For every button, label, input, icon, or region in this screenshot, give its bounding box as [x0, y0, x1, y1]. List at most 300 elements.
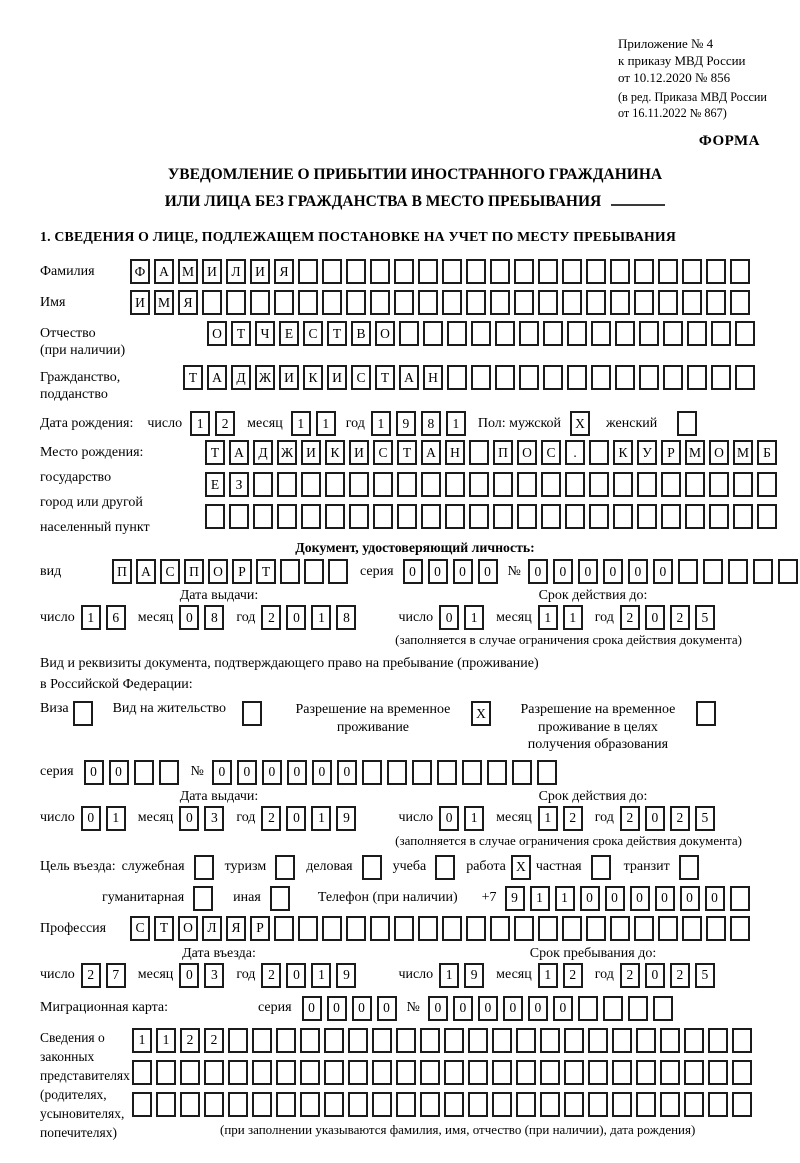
birthplace-char-cell[interactable]: [637, 472, 657, 497]
migcard-number-cell[interactable]: [578, 996, 598, 1021]
birthplace-char-cell[interactable]: И: [301, 440, 321, 465]
profession-char-cell[interactable]: Т: [154, 916, 174, 941]
iddoc-number-cell[interactable]: 0: [653, 559, 673, 584]
guardians-char-cell[interactable]: [708, 1060, 728, 1085]
guardians-char-cell[interactable]: [276, 1028, 296, 1053]
iddoc-number-cell[interactable]: 0: [553, 559, 573, 584]
date-cell[interactable]: 0: [179, 806, 199, 831]
iddoc-kind-cell[interactable]: П: [184, 559, 204, 584]
migcard-number-cell[interactable]: 0: [478, 996, 498, 1021]
citizenship-char-cell[interactable]: И: [327, 365, 347, 390]
profession-char-cell[interactable]: Л: [202, 916, 222, 941]
iddoc-number-cell[interactable]: [778, 559, 798, 584]
citizenship-char-cell[interactable]: [591, 365, 611, 390]
guardians-char-cell[interactable]: [636, 1028, 656, 1053]
iddoc-kind-cell[interactable]: П: [112, 559, 132, 584]
patronymic-char-cell[interactable]: [399, 321, 419, 346]
name-char-cell[interactable]: [274, 290, 294, 315]
date-cell[interactable]: 2: [563, 806, 583, 831]
name-char-cell[interactable]: Я: [178, 290, 198, 315]
guardians-char-cell[interactable]: [636, 1092, 656, 1117]
surname-char-cell[interactable]: И: [250, 259, 270, 284]
birth-year-cell[interactable]: 9: [396, 411, 416, 436]
iddoc-kind-cell[interactable]: О: [208, 559, 228, 584]
date-cell[interactable]: 2: [670, 806, 690, 831]
birthplace-char-cell[interactable]: У: [637, 440, 657, 465]
citizenship-char-cell[interactable]: [567, 365, 587, 390]
profession-char-cell[interactable]: [586, 916, 606, 941]
surname-char-cell[interactable]: [370, 259, 390, 284]
birthplace-char-cell[interactable]: М: [685, 440, 705, 465]
iddoc-series-cell[interactable]: 0: [478, 559, 498, 584]
surname-char-cell[interactable]: [466, 259, 486, 284]
guardians-char-cell[interactable]: [492, 1060, 512, 1085]
guardians-char-cell[interactable]: [444, 1028, 464, 1053]
guardians-char-cell[interactable]: [540, 1092, 560, 1117]
birthplace-char-cell[interactable]: [733, 472, 753, 497]
birthplace-char-cell[interactable]: [661, 472, 681, 497]
citizenship-char-cell[interactable]: [495, 365, 515, 390]
staydoc-number-cell[interactable]: 0: [287, 760, 307, 785]
patronymic-char-cell[interactable]: Ч: [255, 321, 275, 346]
name-char-cell[interactable]: [706, 290, 726, 315]
migcard-number-cell[interactable]: 0: [428, 996, 448, 1021]
guardians-char-cell[interactable]: [684, 1092, 704, 1117]
staydoc-series-cell[interactable]: [134, 760, 154, 785]
guardians-char-cell[interactable]: [132, 1060, 152, 1085]
guardians-char-cell[interactable]: [276, 1060, 296, 1085]
guardians-char-cell[interactable]: [516, 1092, 536, 1117]
birthplace-char-cell[interactable]: [277, 504, 297, 529]
birthplace-char-cell[interactable]: [685, 504, 705, 529]
iddoc-series-cell[interactable]: 0: [403, 559, 423, 584]
citizenship-char-cell[interactable]: Т: [375, 365, 395, 390]
profession-char-cell[interactable]: [658, 916, 678, 941]
surname-char-cell[interactable]: [706, 259, 726, 284]
birthplace-char-cell[interactable]: [541, 472, 561, 497]
profession-char-cell[interactable]: [394, 916, 414, 941]
purpose-checkbox-cell[interactable]: X: [511, 855, 531, 880]
surname-char-cell[interactable]: [562, 259, 582, 284]
date-cell[interactable]: 2: [670, 963, 690, 988]
birthplace-char-cell[interactable]: С: [373, 440, 393, 465]
guardians-char-cell[interactable]: [468, 1092, 488, 1117]
guardians-char-cell[interactable]: [228, 1060, 248, 1085]
profession-char-cell[interactable]: [730, 916, 750, 941]
guardians-char-cell[interactable]: [468, 1028, 488, 1053]
date-cell[interactable]: 3: [204, 806, 224, 831]
birthplace-char-cell[interactable]: К: [325, 440, 345, 465]
phone-digit-cell[interactable]: 1: [555, 886, 575, 911]
surname-char-cell[interactable]: [730, 259, 750, 284]
date-cell[interactable]: 0: [286, 806, 306, 831]
guardians-char-cell[interactable]: [252, 1060, 272, 1085]
patronymic-char-cell[interactable]: [687, 321, 707, 346]
date-cell[interactable]: 5: [695, 806, 715, 831]
visa-checkbox-cell[interactable]: [73, 701, 93, 726]
guardians-char-cell[interactable]: [564, 1028, 584, 1053]
purpose-checkbox-cell[interactable]: [362, 855, 382, 880]
birthplace-char-cell[interactable]: А: [229, 440, 249, 465]
birthplace-char-cell[interactable]: [709, 472, 729, 497]
guardians-char-cell[interactable]: [348, 1060, 368, 1085]
phone-digit-cell[interactable]: 0: [605, 886, 625, 911]
citizenship-char-cell[interactable]: С: [351, 365, 371, 390]
birthplace-char-cell[interactable]: [589, 440, 609, 465]
date-cell[interactable]: 9: [464, 963, 484, 988]
surname-char-cell[interactable]: А: [154, 259, 174, 284]
name-char-cell[interactable]: [370, 290, 390, 315]
guardians-char-cell[interactable]: [612, 1092, 632, 1117]
iddoc-kind-cell[interactable]: [304, 559, 324, 584]
date-cell[interactable]: 1: [538, 605, 558, 630]
profession-char-cell[interactable]: [298, 916, 318, 941]
date-cell[interactable]: 1: [464, 806, 484, 831]
guardians-char-cell[interactable]: [324, 1028, 344, 1053]
citizenship-char-cell[interactable]: [471, 365, 491, 390]
surname-char-cell[interactable]: Я: [274, 259, 294, 284]
date-cell[interactable]: 0: [645, 963, 665, 988]
guardians-char-cell[interactable]: [588, 1092, 608, 1117]
guardians-char-cell[interactable]: [732, 1092, 752, 1117]
guardians-char-cell[interactable]: 1: [156, 1028, 176, 1053]
guardians-char-cell[interactable]: [372, 1092, 392, 1117]
phone-digit-cell[interactable]: 0: [655, 886, 675, 911]
guardians-char-cell[interactable]: [444, 1092, 464, 1117]
iddoc-number-cell[interactable]: 0: [603, 559, 623, 584]
birthplace-char-cell[interactable]: [661, 504, 681, 529]
guardians-char-cell[interactable]: [492, 1028, 512, 1053]
birthplace-char-cell[interactable]: Ж: [277, 440, 297, 465]
birthplace-char-cell[interactable]: [517, 472, 537, 497]
patronymic-char-cell[interactable]: С: [303, 321, 323, 346]
profession-char-cell[interactable]: [490, 916, 510, 941]
citizenship-char-cell[interactable]: А: [399, 365, 419, 390]
guardians-char-cell[interactable]: [372, 1060, 392, 1085]
citizenship-char-cell[interactable]: [519, 365, 539, 390]
date-cell[interactable]: 1: [538, 963, 558, 988]
guardians-char-cell[interactable]: [684, 1060, 704, 1085]
migcard-number-cell[interactable]: 0: [453, 996, 473, 1021]
date-cell[interactable]: 2: [261, 605, 281, 630]
guardians-char-cell[interactable]: [468, 1060, 488, 1085]
guardians-char-cell[interactable]: [612, 1060, 632, 1085]
guardians-char-cell[interactable]: [660, 1092, 680, 1117]
staydoc-series-cell[interactable]: 0: [109, 760, 129, 785]
birthplace-char-cell[interactable]: Е: [205, 472, 225, 497]
birthplace-char-cell[interactable]: [469, 472, 489, 497]
name-char-cell[interactable]: [730, 290, 750, 315]
date-cell[interactable]: 0: [645, 605, 665, 630]
birthplace-char-cell[interactable]: Н: [445, 440, 465, 465]
citizenship-char-cell[interactable]: [639, 365, 659, 390]
guardians-char-cell[interactable]: [684, 1028, 704, 1053]
birthplace-char-cell[interactable]: [493, 504, 513, 529]
birthplace-char-cell[interactable]: [277, 472, 297, 497]
name-char-cell[interactable]: [418, 290, 438, 315]
temp-residence-checkbox-cell[interactable]: X: [471, 701, 491, 726]
name-char-cell[interactable]: [562, 290, 582, 315]
surname-char-cell[interactable]: [514, 259, 534, 284]
birthplace-char-cell[interactable]: [301, 472, 321, 497]
staydoc-number-cell[interactable]: [362, 760, 382, 785]
patronymic-char-cell[interactable]: [711, 321, 731, 346]
patronymic-char-cell[interactable]: [495, 321, 515, 346]
citizenship-char-cell[interactable]: К: [303, 365, 323, 390]
profession-char-cell[interactable]: С: [130, 916, 150, 941]
guardians-char-cell[interactable]: 2: [180, 1028, 200, 1053]
surname-char-cell[interactable]: [682, 259, 702, 284]
profession-char-cell[interactable]: [466, 916, 486, 941]
surname-char-cell[interactable]: [490, 259, 510, 284]
date-cell[interactable]: 1: [311, 806, 331, 831]
name-char-cell[interactable]: [490, 290, 510, 315]
guardians-char-cell[interactable]: [300, 1092, 320, 1117]
birthplace-char-cell[interactable]: Д: [253, 440, 273, 465]
date-cell[interactable]: 1: [439, 963, 459, 988]
guardians-char-cell[interactable]: [612, 1028, 632, 1053]
citizenship-char-cell[interactable]: [711, 365, 731, 390]
citizenship-char-cell[interactable]: Ж: [255, 365, 275, 390]
date-cell[interactable]: 0: [286, 605, 306, 630]
date-cell[interactable]: 1: [311, 605, 331, 630]
birthplace-char-cell[interactable]: [421, 472, 441, 497]
guardians-char-cell[interactable]: [180, 1060, 200, 1085]
birthplace-char-cell[interactable]: [397, 504, 417, 529]
surname-char-cell[interactable]: [298, 259, 318, 284]
birthplace-char-cell[interactable]: Т: [397, 440, 417, 465]
birthplace-char-cell[interactable]: Р: [661, 440, 681, 465]
guardians-char-cell[interactable]: [276, 1092, 296, 1117]
iddoc-number-cell[interactable]: 0: [628, 559, 648, 584]
date-cell[interactable]: 2: [261, 806, 281, 831]
guardians-char-cell[interactable]: [444, 1060, 464, 1085]
profession-char-cell[interactable]: Р: [250, 916, 270, 941]
guardians-char-cell[interactable]: [420, 1028, 440, 1053]
citizenship-char-cell[interactable]: [687, 365, 707, 390]
citizenship-char-cell[interactable]: Н: [423, 365, 443, 390]
birthplace-char-cell[interactable]: [229, 504, 249, 529]
iddoc-kind-cell[interactable]: [280, 559, 300, 584]
guardians-char-cell[interactable]: [228, 1092, 248, 1117]
guardians-char-cell[interactable]: [420, 1060, 440, 1085]
staydoc-number-cell[interactable]: [412, 760, 432, 785]
name-char-cell[interactable]: [202, 290, 222, 315]
guardians-char-cell[interactable]: [708, 1028, 728, 1053]
patronymic-char-cell[interactable]: [447, 321, 467, 346]
profession-char-cell[interactable]: [706, 916, 726, 941]
profession-char-cell[interactable]: О: [178, 916, 198, 941]
birthplace-char-cell[interactable]: [373, 472, 393, 497]
date-cell[interactable]: 0: [179, 963, 199, 988]
patronymic-char-cell[interactable]: [543, 321, 563, 346]
date-cell[interactable]: 3: [204, 963, 224, 988]
migcard-series-cell[interactable]: 0: [302, 996, 322, 1021]
guardians-char-cell[interactable]: [372, 1028, 392, 1053]
birthplace-char-cell[interactable]: И: [349, 440, 369, 465]
date-cell[interactable]: 2: [620, 963, 640, 988]
guardians-char-cell[interactable]: [252, 1092, 272, 1117]
birthplace-char-cell[interactable]: С: [541, 440, 561, 465]
birthplace-char-cell[interactable]: [613, 472, 633, 497]
date-cell[interactable]: 2: [670, 605, 690, 630]
guardians-char-cell[interactable]: [348, 1092, 368, 1117]
phone-digit-cell[interactable]: [730, 886, 750, 911]
guardians-char-cell[interactable]: [660, 1028, 680, 1053]
iddoc-kind-cell[interactable]: А: [136, 559, 156, 584]
edu-residence-checkbox-cell[interactable]: [696, 701, 716, 726]
migcard-number-cell[interactable]: 0: [553, 996, 573, 1021]
date-cell[interactable]: 1: [81, 605, 101, 630]
date-cell[interactable]: 0: [645, 806, 665, 831]
guardians-char-cell[interactable]: [300, 1060, 320, 1085]
date-cell[interactable]: 9: [336, 806, 356, 831]
purpose-checkbox-cell[interactable]: [435, 855, 455, 880]
surname-char-cell[interactable]: М: [178, 259, 198, 284]
name-char-cell[interactable]: М: [154, 290, 174, 315]
birth-year-cell[interactable]: 1: [371, 411, 391, 436]
date-cell[interactable]: 5: [695, 963, 715, 988]
birthplace-char-cell[interactable]: [709, 504, 729, 529]
date-cell[interactable]: 1: [311, 963, 331, 988]
iddoc-kind-cell[interactable]: Т: [256, 559, 276, 584]
staydoc-number-cell[interactable]: [462, 760, 482, 785]
guardians-char-cell[interactable]: [228, 1028, 248, 1053]
purpose-checkbox-cell[interactable]: [679, 855, 699, 880]
migcard-series-cell[interactable]: 0: [377, 996, 397, 1021]
iddoc-series-cell[interactable]: 0: [428, 559, 448, 584]
birthplace-char-cell[interactable]: [613, 504, 633, 529]
patronymic-char-cell[interactable]: [615, 321, 635, 346]
profession-char-cell[interactable]: [610, 916, 630, 941]
birthplace-char-cell[interactable]: .: [565, 440, 585, 465]
profession-char-cell[interactable]: [418, 916, 438, 941]
birthplace-char-cell[interactable]: [565, 504, 585, 529]
date-cell[interactable]: 0: [81, 806, 101, 831]
iddoc-number-cell[interactable]: [703, 559, 723, 584]
name-char-cell[interactable]: [586, 290, 606, 315]
name-char-cell[interactable]: [346, 290, 366, 315]
birthplace-char-cell[interactable]: [757, 472, 777, 497]
iddoc-number-cell[interactable]: [753, 559, 773, 584]
patronymic-char-cell[interactable]: Т: [327, 321, 347, 346]
birth-month-cell[interactable]: 1: [291, 411, 311, 436]
staydoc-number-cell[interactable]: 0: [337, 760, 357, 785]
guardians-char-cell[interactable]: [132, 1092, 152, 1117]
iddoc-kind-cell[interactable]: С: [160, 559, 180, 584]
name-char-cell[interactable]: [682, 290, 702, 315]
birthplace-char-cell[interactable]: [493, 472, 513, 497]
iddoc-number-cell[interactable]: [728, 559, 748, 584]
patronymic-char-cell[interactable]: [519, 321, 539, 346]
phone-digit-cell[interactable]: 1: [530, 886, 550, 911]
date-cell[interactable]: 0: [179, 605, 199, 630]
iddoc-series-cell[interactable]: 0: [453, 559, 473, 584]
guardians-char-cell[interactable]: [204, 1092, 224, 1117]
name-char-cell[interactable]: [298, 290, 318, 315]
patronymic-char-cell[interactable]: О: [207, 321, 227, 346]
purpose-checkbox-cell[interactable]: [194, 855, 214, 880]
birthplace-char-cell[interactable]: [445, 472, 465, 497]
purpose-checkbox-cell[interactable]: [270, 886, 290, 911]
birthplace-char-cell[interactable]: О: [709, 440, 729, 465]
staydoc-number-cell[interactable]: 0: [262, 760, 282, 785]
date-cell[interactable]: 2: [81, 963, 101, 988]
staydoc-number-cell[interactable]: 0: [237, 760, 257, 785]
birthplace-char-cell[interactable]: [349, 472, 369, 497]
patronymic-char-cell[interactable]: В: [351, 321, 371, 346]
date-cell[interactable]: 1: [106, 806, 126, 831]
name-char-cell[interactable]: И: [130, 290, 150, 315]
surname-char-cell[interactable]: [346, 259, 366, 284]
birthplace-char-cell[interactable]: [253, 504, 273, 529]
guardians-char-cell[interactable]: [156, 1060, 176, 1085]
birthplace-char-cell[interactable]: П: [493, 440, 513, 465]
guardians-char-cell[interactable]: [660, 1060, 680, 1085]
guardians-char-cell[interactable]: [516, 1060, 536, 1085]
phone-digit-cell[interactable]: 0: [705, 886, 725, 911]
birthplace-char-cell[interactable]: [205, 504, 225, 529]
surname-char-cell[interactable]: [634, 259, 654, 284]
citizenship-char-cell[interactable]: И: [279, 365, 299, 390]
name-char-cell[interactable]: [658, 290, 678, 315]
birthplace-char-cell[interactable]: [301, 504, 321, 529]
birthplace-char-cell[interactable]: [421, 504, 441, 529]
profession-char-cell[interactable]: [682, 916, 702, 941]
birthplace-char-cell[interactable]: [637, 504, 657, 529]
date-cell[interactable]: 1: [563, 605, 583, 630]
name-char-cell[interactable]: [538, 290, 558, 315]
date-cell[interactable]: 5: [695, 605, 715, 630]
citizenship-char-cell[interactable]: [663, 365, 683, 390]
phone-digit-cell[interactable]: 9: [505, 886, 525, 911]
birthplace-char-cell[interactable]: [685, 472, 705, 497]
date-cell[interactable]: 7: [106, 963, 126, 988]
patronymic-char-cell[interactable]: [735, 321, 755, 346]
birthplace-char-cell[interactable]: М: [733, 440, 753, 465]
citizenship-char-cell[interactable]: А: [207, 365, 227, 390]
staydoc-number-cell[interactable]: 0: [212, 760, 232, 785]
date-cell[interactable]: 8: [204, 605, 224, 630]
surname-char-cell[interactable]: [418, 259, 438, 284]
surname-char-cell[interactable]: И: [202, 259, 222, 284]
guardians-char-cell[interactable]: [564, 1060, 584, 1085]
guardians-char-cell[interactable]: [492, 1092, 512, 1117]
birthplace-char-cell[interactable]: Т: [205, 440, 225, 465]
purpose-checkbox-cell[interactable]: [193, 886, 213, 911]
birthplace-char-cell[interactable]: А: [421, 440, 441, 465]
guardians-char-cell[interactable]: [564, 1092, 584, 1117]
citizenship-char-cell[interactable]: [735, 365, 755, 390]
iddoc-number-cell[interactable]: 0: [528, 559, 548, 584]
birthplace-char-cell[interactable]: К: [613, 440, 633, 465]
guardians-char-cell[interactable]: [252, 1028, 272, 1053]
date-cell[interactable]: 0: [439, 605, 459, 630]
profession-char-cell[interactable]: [274, 916, 294, 941]
birthplace-char-cell[interactable]: [373, 504, 393, 529]
date-cell[interactable]: 0: [439, 806, 459, 831]
staydoc-number-cell[interactable]: [512, 760, 532, 785]
patronymic-char-cell[interactable]: [639, 321, 659, 346]
citizenship-char-cell[interactable]: [615, 365, 635, 390]
profession-char-cell[interactable]: Я: [226, 916, 246, 941]
name-char-cell[interactable]: [634, 290, 654, 315]
birthplace-char-cell[interactable]: [589, 472, 609, 497]
citizenship-char-cell[interactable]: Т: [183, 365, 203, 390]
surname-char-cell[interactable]: [610, 259, 630, 284]
migcard-series-cell[interactable]: 0: [327, 996, 347, 1021]
guardians-char-cell[interactable]: [588, 1028, 608, 1053]
